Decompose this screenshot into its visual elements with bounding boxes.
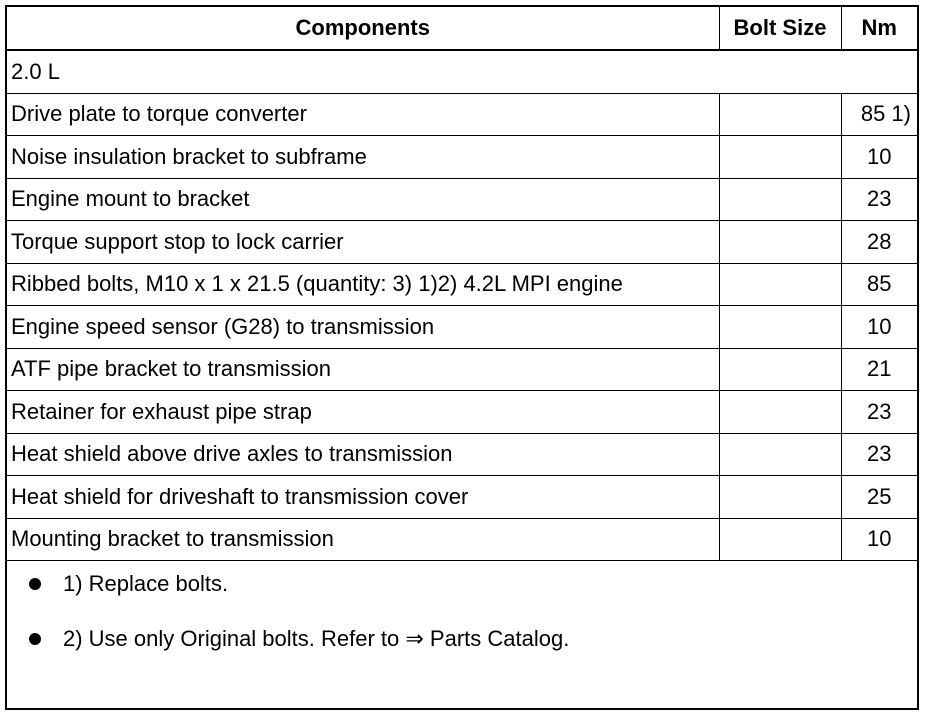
table-header-row — [7, 7, 917, 50]
header-nm: Nm — [841, 7, 917, 50]
torque-cell: 85 1) — [841, 93, 917, 136]
bolt-size-cell — [719, 136, 841, 179]
footnote-text: 2) Use only Original bolts. Refer to ⇒ Parts Catalog. — [63, 626, 570, 651]
header-components: Components — [7, 7, 719, 50]
torque-cell: 85 — [841, 263, 917, 306]
bolt-size-cell — [719, 263, 841, 306]
bolt-size-cell — [719, 306, 841, 349]
table-row — [7, 433, 917, 476]
torque-cell: 10 — [841, 306, 917, 349]
table-row — [7, 221, 917, 264]
component-cell: Engine speed sensor (G28) to transmission — [7, 306, 719, 349]
footnote-item — [29, 626, 917, 652]
footnote-text: 1) Replace bolts. — [63, 571, 229, 596]
torque-cell: 23 — [841, 391, 917, 434]
footnotes — [7, 561, 917, 652]
bolt-size-cell — [719, 518, 841, 561]
header-bolt-size: Bolt Size — [719, 7, 841, 50]
component-cell: Heat shield for driveshaft to transmission cover — [7, 476, 719, 519]
torque-cell: 25 — [841, 476, 917, 519]
component-cell: Torque support stop to lock carrier — [7, 221, 719, 264]
table-row — [7, 136, 917, 179]
torque-cell: 10 — [841, 518, 917, 561]
torque-cell: 10 — [841, 136, 917, 179]
torque-spec-table — [7, 7, 917, 561]
bolt-size-cell — [719, 178, 841, 221]
section-label: 2.0 L — [7, 50, 917, 93]
table-row — [7, 306, 917, 349]
table-row — [7, 391, 917, 434]
component-cell: Retainer for exhaust pipe strap — [7, 391, 719, 434]
component-cell: Heat shield above drive axles to transmission — [7, 433, 719, 476]
bolt-size-cell — [719, 93, 841, 136]
table-row — [7, 348, 917, 391]
component-cell: Ribbed bolts, M10 x 1 x 21.5 (quantity: 3) 1)2) 4.2L MPI engine — [7, 263, 719, 306]
torque-spec-frame — [5, 5, 919, 710]
table-row — [7, 178, 917, 221]
component-cell: ATF pipe bracket to transmission — [7, 348, 719, 391]
torque-cell: 28 — [841, 221, 917, 264]
bullet-icon — [29, 578, 41, 590]
table-row — [7, 263, 917, 306]
table-row — [7, 518, 917, 561]
bolt-size-cell — [719, 476, 841, 519]
bullet-icon — [29, 633, 41, 645]
bolt-size-cell — [719, 221, 841, 264]
torque-cell: 23 — [841, 178, 917, 221]
component-cell: Drive plate to torque converter — [7, 93, 719, 136]
component-cell: Mounting bracket to transmission — [7, 518, 719, 561]
bolt-size-cell — [719, 391, 841, 434]
section-row — [7, 50, 917, 93]
bolt-size-cell — [719, 433, 841, 476]
footnote-item — [29, 571, 917, 597]
torque-cell: 21 — [841, 348, 917, 391]
component-cell: Engine mount to bracket — [7, 178, 719, 221]
table-row — [7, 93, 917, 136]
bolt-size-cell — [719, 348, 841, 391]
torque-cell: 23 — [841, 433, 917, 476]
table-row — [7, 476, 917, 519]
component-cell: Noise insulation bracket to subframe — [7, 136, 719, 179]
